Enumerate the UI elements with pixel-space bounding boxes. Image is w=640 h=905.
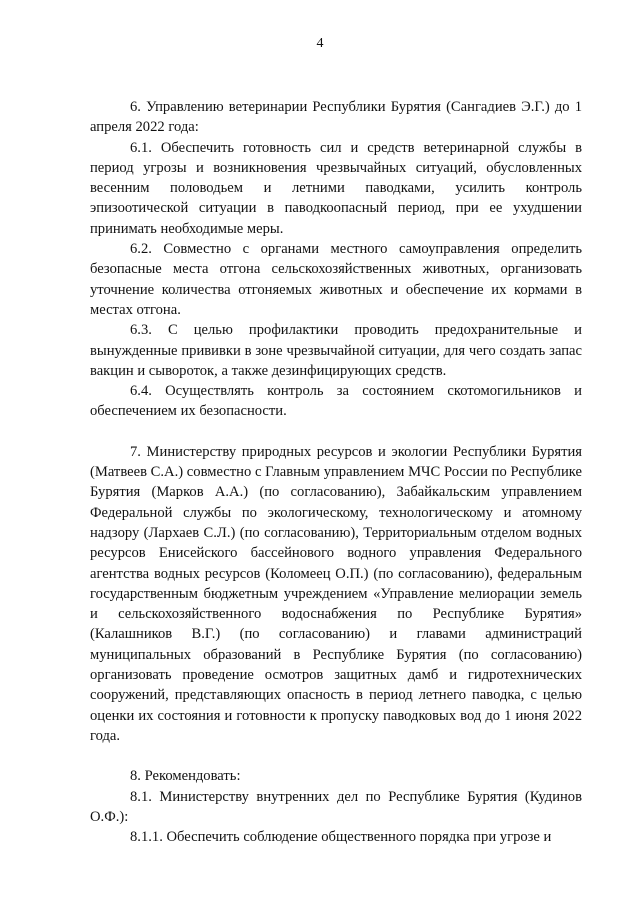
paragraph-6-2: 6.2. Совместно с органами местного самоуправления определить безопасные места отгона сельскохозяйственных животных, организовать уточнение количества отгоняемых животных и обеспечение их кормами в местах отгона. — [90, 241, 582, 318]
page-number: 4 — [316, 36, 324, 51]
document-body — [90, 97, 582, 847]
paragraph-7: 7. Министерству природных ресурсов и экологии Республики Бурятия (Матвеев С.А.) совместно с Главным управлением МЧС России по Республике Бурятия (Марков А.А.) (по согласованию), Забайкальским управлением Федеральной службы по экологическому, технологическому и атомному надзору (Лархаев С.Л.) (по согласованию), Территориальным отделом водных ресурсов Енисейского бассейнового водного управления Федерального агентства водных ресурсов (Коломеец О.П.) (по согласованию), федеральным государственным бюджетным учреждением «Управление мелиорации земель и сельскохозяйственного водоснабжения по Республике Бурятия» (Калашников В.Г.) (по согласованию) и главами администраций муниципальных образований в Республике Бурятия (по согласованию) организовать проведение осмотров защитных дамб и гидротехнических сооружений, представляющих опасность в период летнего паводка, с целью оценки их состояния и готовности к пропуску паводковых вод до 1 июня 2022 года. — [90, 443, 582, 744]
paragraph-8-heading: 8. Рекомендовать: — [130, 768, 241, 785]
paragraph-8-1-1: 8.1.1. Обеспечить соблюдение общественного порядка при угрозе и — [130, 829, 552, 846]
paragraph-6-1: 6.1. Обеспечить готовность сил и средств ветеринарной службы в период угрозы и возникновения чрезвычайных ситуаций, обусловленных весенним половодьем и летними паводками, усилить контроль эпизоотической ситуации в паводкоопасный период, при ее ухудшении принимать необходимые меры. — [90, 139, 582, 237]
paragraph-6-heading: 6. Управлению ветеринарии Республики Бурятия (Сангадиев Э.Г.) до 1 апреля 2022 года: — [90, 99, 582, 136]
paragraph-6-4: 6.4. Осуществлять контроль за состоянием скотомогильников и обеспечением их безопасности. — [90, 383, 582, 420]
paragraph-8-1: 8.1. Министерству внутренних дел по Республике Бурятия (Кудинов О.Ф.): — [90, 788, 582, 825]
paragraph-6-3: 6.3. С целью профилактики проводить предохранительные и вынужденные прививки в зоне чрезвычайной ситуации, для чего создать запас вакцин и сывороток, а также дезинфицирующих средств. — [90, 322, 582, 379]
